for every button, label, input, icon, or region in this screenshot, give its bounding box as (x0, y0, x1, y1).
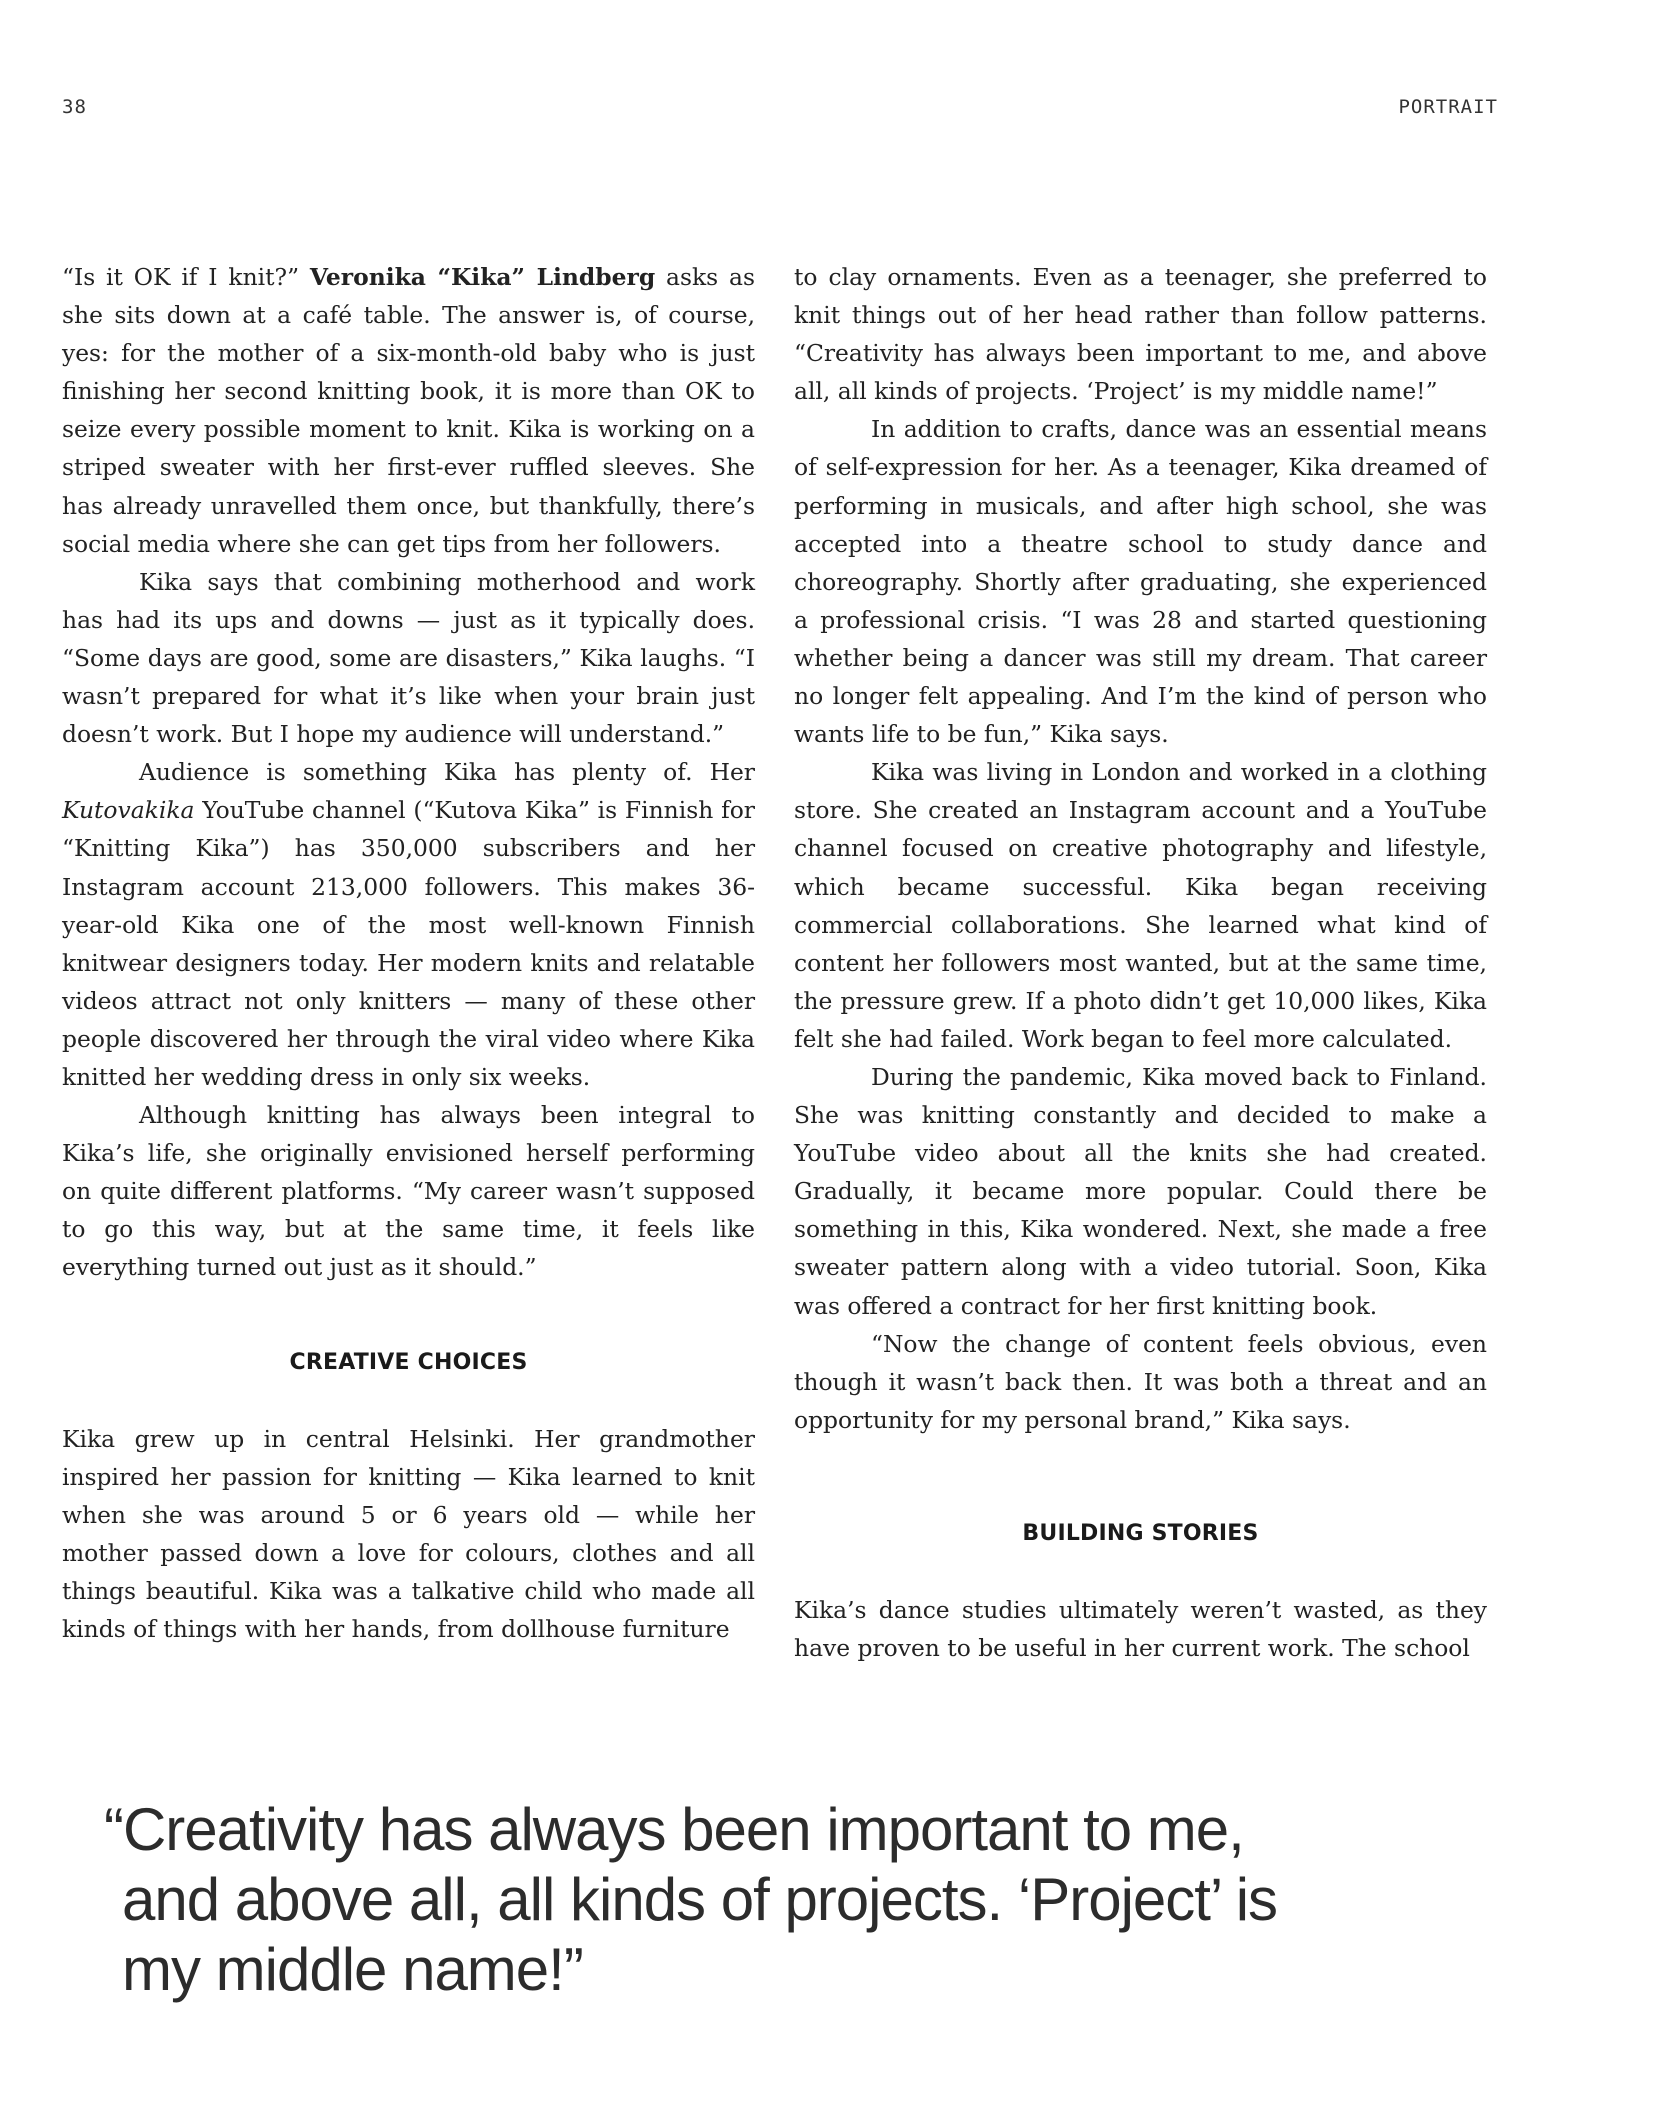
body-paragraph: “Now the change of content feels obvious, even though it wasn’t back then. It was both a threat and an opportunity for my personal brand,” Kika says. (794, 1329, 1487, 1434)
body-paragraph: to clay ornaments. Even as a teenager, she preferred to knit things out of her head rather than follow patterns. “Creativity has always been important to me, and above all, all kinds of projects. ‘Project’ is my middle name!” (794, 263, 1487, 406)
page-number: 38 (62, 96, 87, 118)
pull-quote-line: my middle name!” (122, 1936, 583, 2003)
body-paragraph: Although knitting has always been integral to Kika’s life, she originally envisioned herself performing on quite different platforms. “My career wasn’t supposed to go this way, but at the same time, it feels like everything turned out just as it should.” (62, 1101, 755, 1282)
body-paragraph: Audience is something Kika has plenty of. Her Kutovakika YouTube channel (“Kutova Kika” is Finnish for “Knitting Kika”) has 350,000 subscribers and her Instagram account 213,000 followers. This makes 36-year-old Kika one of the most well-known Finnish knitwear designers today. Her modern knits and relatable videos attract not only knitters — many of these other people discovered her through the viral video where Kika knitted her wedding dress in only six weeks. (62, 758, 755, 1091)
pull-quote-line: “Creativity has always been important to me, (104, 1796, 1244, 1863)
channel-name: Kutovakika (62, 796, 195, 825)
body-paragraph: In addition to crafts, dance was an essential means of self-expression for her. As a teenager, Kika dreamed of performing in musicals, and after high school, she was accepted into a theatre school to study dance and choreography. Shortly after graduating, she experienced a professional crisis. “I was 28 and started questioning whether being a dancer was still my dream. That career no longer felt appealing. And I’m the kind of person who wants life to be fun,” Kika says. (794, 415, 1487, 749)
subject-name: Veronika “Kika” Lindberg (309, 263, 656, 291)
body-paragraph: During the pandemic, Kika moved back to Finland. She was knitting constantly and decided to make a YouTube video about all the knits she had created. Gradually, it became more popular. Could there be something in this, Kika wondered. Next, she made a free sweater pattern along with a video tutorial. Soon, Kika was offered a contract for her first knitting book. (794, 1062, 1487, 1320)
section-heading-creative-choices: CREATIVE CHOICES (289, 1349, 528, 1375)
pull-quote (104, 1795, 1484, 2005)
article-column-right (794, 258, 1487, 1667)
section-heading-building-stories: BUILDING STORIES (1022, 1520, 1259, 1546)
article-column-left (62, 258, 755, 1648)
section-label: PORTRAIT (1398, 96, 1498, 118)
body-paragraph: Kika grew up in central Helsinki. Her grandmother inspired her passion for knitting — Kika learned to knit when she was around 5 or 6 years old — while her mother passed down a love for colours, clothes and all things beautiful. Kika was a talkative child who made all kinds of things with her hands, from dollhouse furniture (62, 1424, 755, 1644)
body-paragraph: Kika’s dance studies ultimately weren’t wasted, as they have proven to be useful in her current work. The school (794, 1596, 1487, 1663)
pull-quote-line: and above all, all kinds of projects. ‘Project’ is (122, 1866, 1278, 1933)
body-paragraph: Kika was living in London and worked in a clothing store. She created an Instagram account and a YouTube channel focused on creative photography and lifestyle, which became successful. Kika began receiving commercial collaborations. She learned what kind of content her followers most wanted, but at the same time, the pressure grew. If a photo didn’t get 10,000 likes, Kika felt she had failed. Work began to feel more calculated. (794, 758, 1487, 1053)
intro-paragraph: “Is it OK if I knit?” Veronika “Kika” Lindberg asks as she sits down at a café table. The answer is, of course, yes: for the mother of a six-month-old baby who is just finishing her second knitting book, it is more than OK to seize every possible moment to knit. Kika is working on a striped sweater with her first-ever ruffled sleeves. She has already unravelled them once, but thankfully, there’s social media where she can get tips from her followers. (62, 263, 755, 558)
body-paragraph: Kika says that combining motherhood and work has had its ups and downs — just as it typically does. “Some days are good, some are disasters,” Kika laughs. “I wasn’t prepared for what it’s like when your brain just doesn’t work. But I hope my audience will understand.” (62, 567, 755, 749)
